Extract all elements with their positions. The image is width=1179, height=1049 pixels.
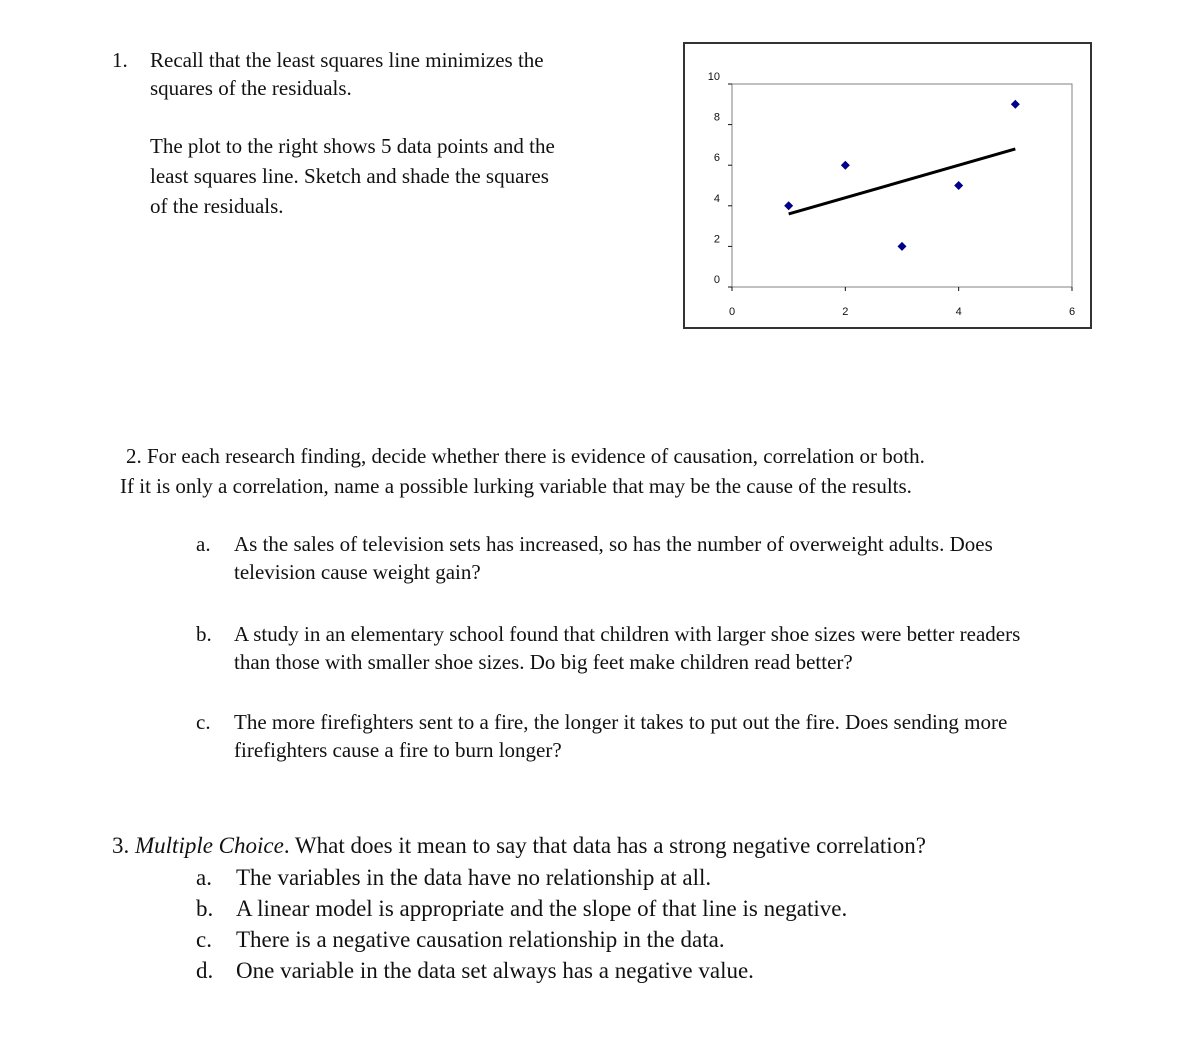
q2-item-a-letter: a.: [196, 532, 211, 556]
x-tick-label: 2: [842, 306, 849, 318]
q3-option-c-letter: c.: [196, 927, 212, 952]
q1-number: 1.: [112, 48, 128, 72]
q2-item-c-line1: The more firefighters sent to a fire, the longer it takes to put out the fire. Does sending more: [234, 710, 1008, 734]
q2-item-c-letter: c.: [196, 710, 211, 734]
q3-line: [112, 830, 926, 861]
x-tick-label: 0: [728, 306, 736, 318]
q2-item-a-line2: television cause weight gain?: [234, 560, 481, 584]
y-tick-label: 2: [713, 233, 720, 246]
q1-text-line1: Recall that the least squares line minimizes the: [150, 48, 544, 72]
q3-option-d-letter: d.: [196, 958, 214, 983]
q3-label: Multiple Choice: [135, 833, 284, 858]
q2-item-a-line1: As the sales of television sets has increased, so has the number of overweight adults. Does: [234, 532, 993, 556]
y-tick-label: 10: [707, 71, 720, 83]
q2-item-c-line2: firefighters cause a fire to burn longer?: [234, 738, 562, 762]
q2-item-b-letter: b.: [196, 622, 212, 646]
x-axis-ticks: [729, 287, 1075, 318]
q2-text-line1: 2. For each research finding, decide whether there is evidence of causation, correlation or both.: [126, 444, 925, 468]
y-tick-label: 6: [713, 152, 720, 165]
q2-item-b-line1: A study in an elementary school found that children with larger shoe sizes were better readers: [234, 622, 1021, 646]
data-point: [954, 181, 963, 190]
scatter-chart: [683, 42, 1092, 329]
plot-area-frame: [732, 84, 1072, 287]
q1-text-line5: of the residuals.: [150, 194, 284, 218]
x-tick-label: 4: [955, 306, 962, 318]
q1-text-line2: squares of the residuals.: [150, 76, 352, 100]
least-squares-line: [789, 149, 1016, 214]
y-tick-label: 8: [713, 111, 720, 124]
q3-option-c-text: There is a negative causation relationship in the data.: [236, 927, 725, 952]
y-axis-ticks: [708, 71, 732, 287]
x-tick-label: 6: [1068, 306, 1076, 318]
y-tick-label: 4: [713, 192, 720, 205]
data-point: [1011, 100, 1020, 109]
q2-item-b-line2: than those with smaller shoe sizes. Do big feet make children read better?: [234, 650, 853, 674]
data-points: [784, 100, 1020, 251]
data-point: [784, 201, 793, 210]
y-tick-label: 0: [713, 274, 720, 286]
q3-option-a-letter: a.: [196, 865, 212, 890]
q1-text-line4: least squares line. Sketch and shade the squares: [150, 164, 549, 188]
q3-option-a-text: The variables in the data have no relationship at all.: [236, 865, 712, 890]
scatter-chart-svg: [685, 44, 1090, 327]
q3-option-d-text: One variable in the data set always has a negative value.: [236, 958, 754, 983]
q2-text-line2: If it is only a correlation, name a possible lurking variable that may be the cause of the results.: [120, 474, 912, 498]
q3-option-b-text: A linear model is appropriate and the slope of that line is negative.: [236, 896, 848, 921]
data-point: [841, 161, 850, 170]
q3-number: 3.: [112, 833, 130, 858]
q1-text-line3: The plot to the right shows 5 data points and the: [150, 134, 555, 158]
q3-question: . What does it mean to say that data has a strong negative correlation?: [283, 833, 926, 858]
q3-option-b-letter: b.: [196, 896, 214, 921]
data-point: [898, 242, 907, 251]
